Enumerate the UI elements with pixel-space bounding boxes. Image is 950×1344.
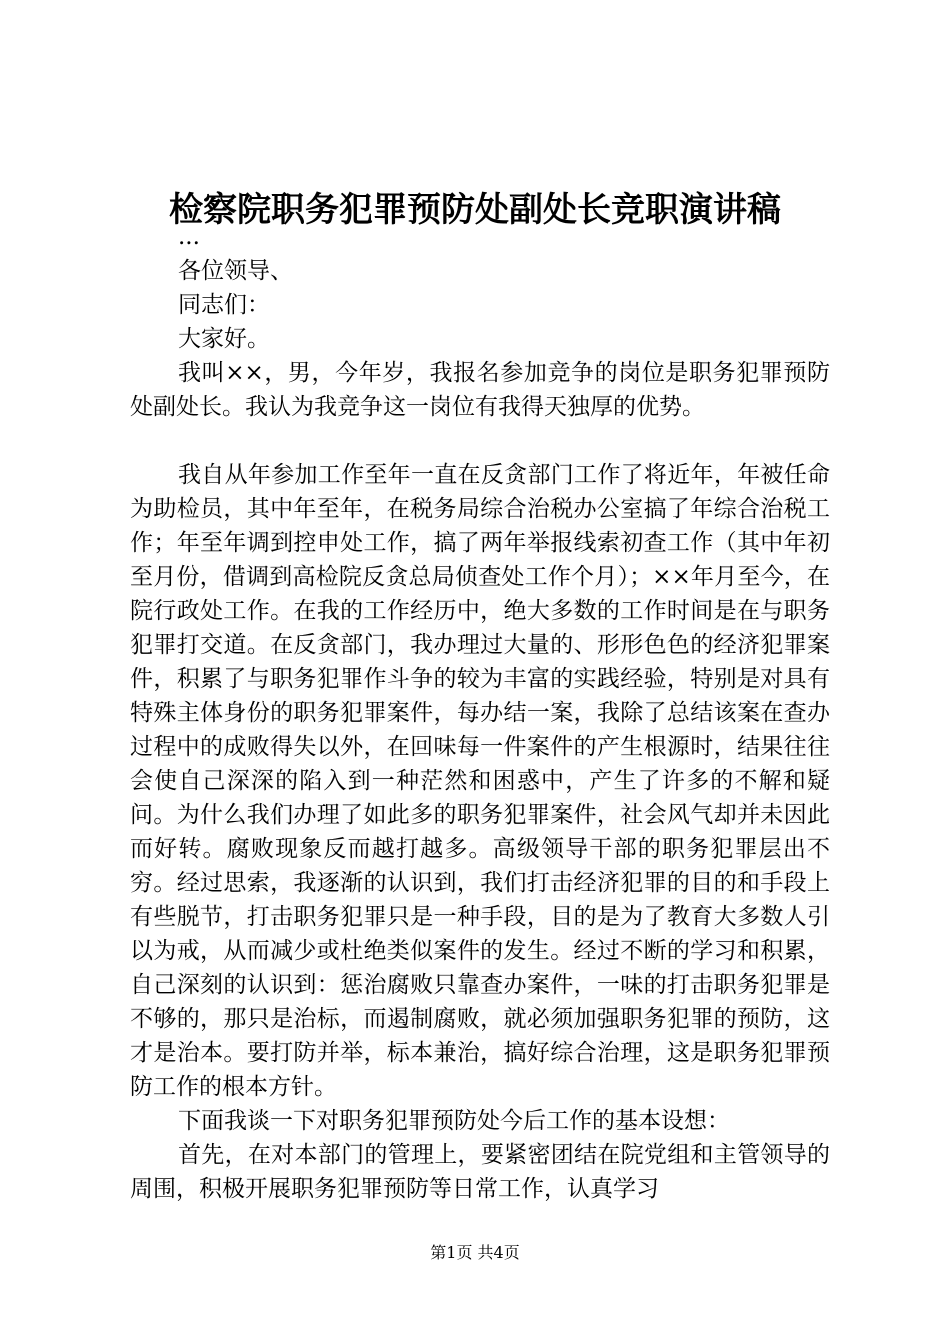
paragraph-experience: 我自从年参加工作至年一直在反贪部门工作了将近年，年被任命为助检员，其中年至年，在税务局综合治税办公室搞了年综合治税工作；年至年调到控申处工作，搞了两年举报线索初查工作（其中年初至月份，借调到高检院反贪总局侦查处工作个月）；××年月至今，在院行政处工作。在我的工作经历中，绝大多数的工作时间是在与职务犯罪打交道。在反贪部门，我办理过大量的、形形色色的经济犯罪案件，积累了与职务犯罪作斗争的较为丰富的实践经验，特别是对具有特殊主体身份的职务犯罪案件，每办结一案，我除了总结该案在查办过程中的成败得失以外，在回味每一件案件的产生根源时，结果往往会使自己深深的陷入到一种茫然和困惑中，产生了许多的不解和疑问。为什么我们办理了如此多的职务犯罪案件，社会风气却并未因此而好转。腐败现象反而越打越多。高级领导干部的职务犯罪层出不穷。经过思索，我逐渐的认识到，我们打击经济犯罪的目的和手段上有些脱节，打击职务犯罪只是一种手段，目的是为了教育大多数人引以为戒，从而减少或杜绝类似案件的发生。经过不断的学习和积累，自己深刻的认识到：惩治腐败只靠查办案件，一味的打击职务犯罪是不够的，那只是治标，而遏制腐败，就必须加强职务犯罪的预防，这才是治本。要打防并举，标本兼治，搞好综合治理，这是职务犯罪预防工作的根本方针。 xyxy=(130,462,830,1100)
document-title: 检察院职务犯罪预防处副处长竞职演讲稿 xyxy=(169,190,781,230)
salutation-comrades: 同志们： xyxy=(178,292,270,318)
paragraph-first-plan: 首先，在对本部门的管理上，要紧密团结在院党组和主管领导的周围，积极开展职务犯罪预防等日常工作，认真学习 xyxy=(130,1142,830,1202)
document-body xyxy=(130,220,830,1206)
paragraph-plans-heading: 下面我谈一下对职务犯罪预防处今后工作的基本设想： xyxy=(178,1108,730,1134)
salutation-leaders: 各位领导、 xyxy=(178,258,293,284)
page-number: 第1页 共4页 xyxy=(430,1243,520,1262)
greeting: 大家好。 xyxy=(178,326,270,352)
paragraph-intro: 我叫××，男，今年岁，我报名参加竞争的岗位是职务犯罪预防处副处长。我认为我竞争这一岗位有我得天独厚的优势。 xyxy=(130,360,830,420)
ellipsis-line: ... xyxy=(178,224,200,250)
